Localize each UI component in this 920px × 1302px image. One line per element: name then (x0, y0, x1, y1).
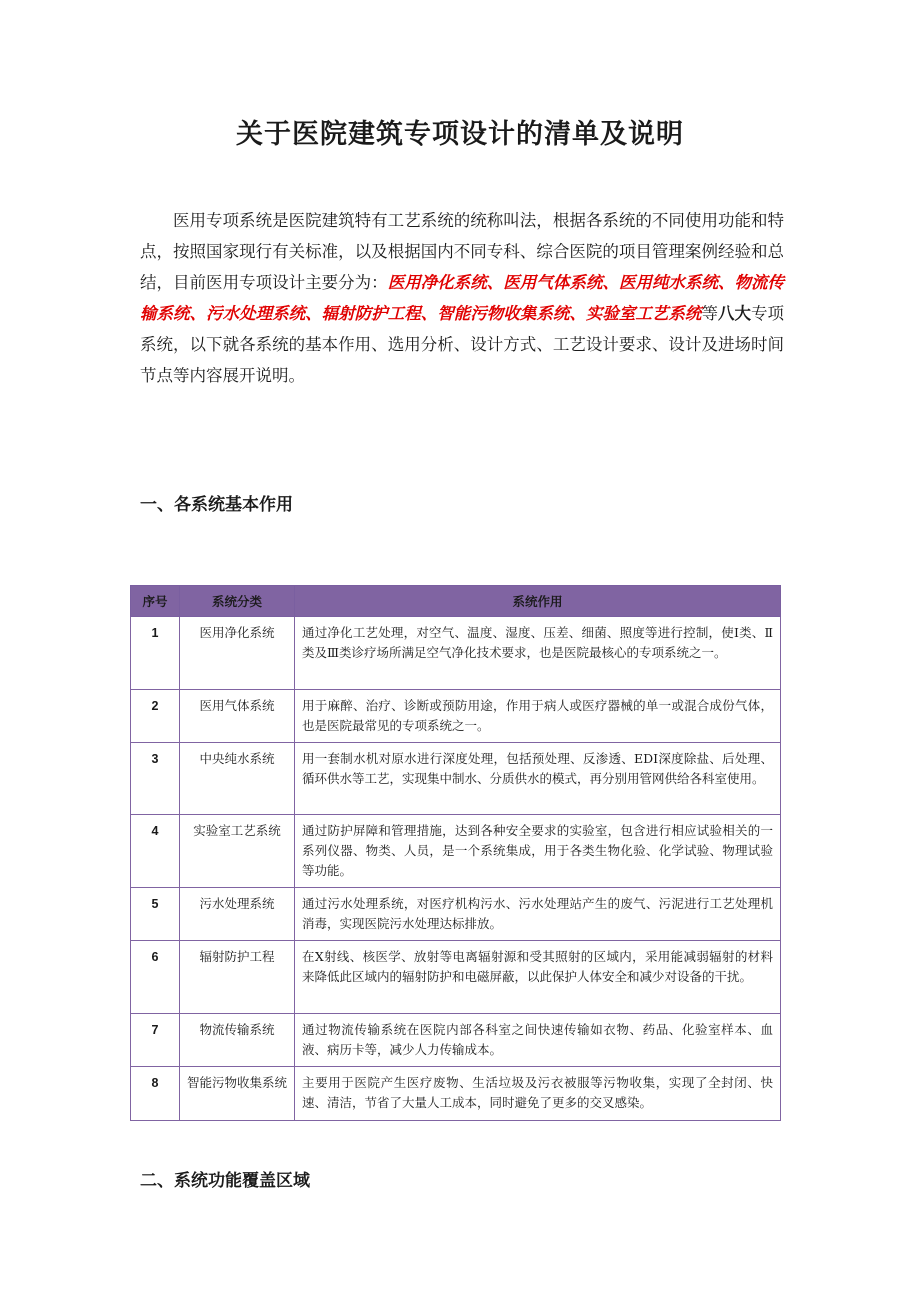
row-category: 污水处理系统 (180, 888, 295, 941)
table-row (131, 690, 781, 743)
table-row (131, 617, 781, 690)
row-number: 4 (131, 815, 180, 888)
intro-text: 医用专项系统是医院建筑特有工艺系统的统称叫法，根据各系统的不同使用功能和特点，按照国家现行有关标准，以及根据国内不同专科、综合医院的项目管理案例经验和总结，目前医用专项设计主要分为： (140, 211, 784, 292)
row-number: 8 (131, 1067, 180, 1121)
row-number: 1 (131, 617, 180, 690)
header-category: 系统分类 (180, 586, 295, 617)
row-category: 物流传输系统 (180, 1014, 295, 1067)
row-number: 6 (131, 941, 180, 1014)
row-number: 3 (131, 743, 180, 815)
row-category: 中央纯水系统 (180, 743, 295, 815)
systems-table (130, 585, 781, 1121)
row-description: 通过防护屏障和管理措施，达到各种安全要求的实验室，包含进行相应试验相关的一系列仪器、物类、人员，是一个系统集成，用于各类生物化验、化学试验、物理试验等功能。 (295, 815, 781, 888)
intro-highlight-systems: 医用净化系统、医用气体系统、医用纯水系统、物流传输系统、污水处理系统、辐射防护工程、智能污物收集系统、实验室工艺系统 (140, 273, 785, 323)
section-heading-1: 一、各系统基本作用 (140, 495, 293, 515)
row-category: 辐射防护工程 (180, 941, 295, 1014)
intro-paragraph (140, 205, 784, 391)
row-description: 用于麻醉、治疗、诊断或预防用途，作用于病人或医疗器械的单一或混合成份气体，也是医院最常见的专项系统之一。 (295, 690, 781, 743)
row-category: 实验室工艺系统 (180, 815, 295, 888)
table-row (131, 888, 781, 941)
row-description: 通过物流传输系统在医院内部各科室之间快速传输如衣物、药品、化验室样本、血液、病历卡等，减少人力传输成本。 (295, 1014, 781, 1067)
row-description: 主要用于医院产生医疗废物、生活垃圾及污衣被服等污物收集，实现了全封闭、快速、清洁，节省了大量人工成本，同时避免了更多的交叉感染。 (295, 1067, 781, 1121)
row-number: 7 (131, 1014, 180, 1067)
intro-text-3: 专项系统，以下就各系统的基本作用、选用分析、设计方式、工艺设计要求、设计及进场时间节点等内容展开说明。 (140, 304, 785, 385)
table-header-row (131, 586, 781, 617)
table-row (131, 815, 781, 888)
row-category: 医用气体系统 (180, 690, 295, 743)
row-category: 智能污物收集系统 (180, 1067, 295, 1121)
intro-text-2: 等 (701, 304, 718, 323)
header-number: 序号 (131, 586, 180, 617)
document-title: 关于医院建筑专项设计的清单及说明 (236, 119, 684, 150)
table-row (131, 743, 781, 815)
section-heading-2: 二、系统功能覆盖区域 (140, 1171, 310, 1191)
row-number: 5 (131, 888, 180, 941)
row-description: 通过污水处理系统，对医疗机构污水、污水处理站产生的废气、污泥进行工艺处理机消毒，实现医院污水处理达标排放。 (295, 888, 781, 941)
table-row (131, 1014, 781, 1067)
row-number: 2 (131, 690, 180, 743)
intro-bold-count: 八大 (717, 304, 751, 323)
row-category: 医用净化系统 (180, 617, 295, 690)
header-function: 系统作用 (295, 586, 781, 617)
row-description: 用一套制水机对原水进行深度处理，包括预处理、反渗透、EDI深度除盐、后处理、循环供水等工艺，实现集中制水、分质供水的模式，再分别用管网供给各科室使用。 (295, 743, 781, 815)
table-row (131, 1067, 781, 1121)
row-description: 在X射线、核医学、放射等电离辐射源和受其照射的区域内，采用能减弱辐射的材料来降低此区域内的辐射防护和电磁屏蔽，以此保护人体安全和减少对设备的干扰。 (295, 941, 781, 1014)
row-description: 通过净化工艺处理，对空气、温度、湿度、压差、细菌、照度等进行控制，使Ⅰ类、Ⅱ类及Ⅲ类诊疗场所满足空气净化技术要求，也是医院最核心的专项系统之一。 (295, 617, 781, 690)
table-row (131, 941, 781, 1014)
